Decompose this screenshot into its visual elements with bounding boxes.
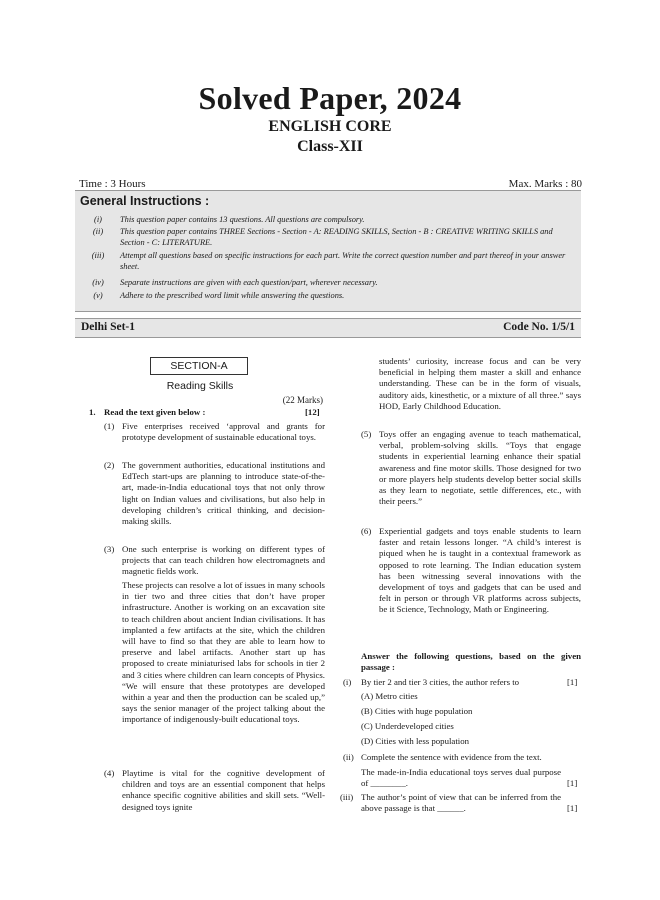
option-b: (B) Cities with huge population [361,706,473,716]
subquestion-number: (iii) [340,792,354,802]
subquestion-marks: [1] [567,778,578,788]
instruction-text: This question paper contains 13 questions. All questions are compulsory. [120,215,365,224]
subquestion-text: Complete the sentence with evidence from the text. [361,752,542,762]
paragraph-number: (3) [104,544,115,554]
option-a: (A) Metro cities [361,691,418,701]
paragraph-number: (5) [361,429,372,439]
instruction-num: (ii) [92,227,104,236]
section-title: Reading Skills [166,380,234,392]
paragraph-text: Five enterprises received ‘approval and grants for prototype development of sustainable educational toys. [122,421,325,443]
paragraph-text: One such enterprise is working on different types of projects that can teach children how electromagnets and magnetic fields work. [122,544,325,577]
paragraph-number: (4) [104,768,115,778]
code-label: Code No. 1/5/1 [503,321,575,333]
general-instructions-box [75,190,581,312]
instruction-text: Attempt all questions based on specific instructions for each part. Write the correct question number and part thereof in your answer sheet. [120,251,566,271]
paragraph-number: (2) [104,460,115,470]
paragraph-text: These projects can resolve a lot of issues in many schools in tier two and three cities that don’t have proper infrastructure. Another is working on an excavation site to teach children about ancient Indian civilisations. It has implanted a few artifacts at the site, which the children will have to find so that they are able to learn how to preserve and label artifacts. Another start up has proposed to create miniaturised labs for schools in tier 2 and 3 cities where children can learn concepts of Physics. “We will ensure that these prototypes are developed within a year and then the production can be scaled up,” says the senior manager of the project talking about the importance of indigenously-built educational toys. [122,580,325,725]
paragraph-text: Toys offer an engaging avenue to teach mathematical, verbal, problem-solving skills. “Toys that engage students in experiential learning enhance their spatial awareness and fine motor skills. Those designed for two or more players help students develop better social skills as they learn to negotiate, settle differences, etc., with their peers.” [379,429,581,507]
subject-title: ENGLISH CORE [268,118,392,135]
instruction-text: Separate instructions are given with each question/part, wherever necessary. [120,278,378,287]
question-intro: Read the text given below : [104,407,206,417]
class-title: Class-XII [297,138,363,155]
subquestion-marks: [1] [567,803,578,813]
paragraph-text: Playtime is vital for the cognitive development of children and toys are an essential component that helps enhance specific cognitive abilities and skill sets. “Well-designed toys ignite [122,768,325,812]
paragraph-text: Experiential gadgets and toys enable students to learn faster and retain lessons longer. “A child’s interest is piqued when he is taught in a contextual framework as opposed to rote learning. The Indian education system has been witnessing several innovations with the development of toys and gadgets that can be used and felt in person or through VR platforms across subjects, be it Science, Technology, Math or Engineering. [379,526,581,615]
subquestion-text: The author’s point of view that can be inferred from the above passage is that ______. [361,792,561,814]
option-d: (D) Cities with less population [361,736,469,746]
subquestion-number: (i) [343,677,352,687]
instruction-text: Adhere to the prescribed word limit while answering the questions. [120,291,345,300]
question-number: 1. [89,407,96,417]
instruction-text: This question paper contains THREE Sections - Section - A: READING SKILLS, Section - B : CREATIVE WRITING SKILLS and Section - C: LITERATURE. [120,227,553,247]
subquestion-text: By tier 2 and tier 3 cities, the author refers to [361,677,520,687]
time-label: Time : 3 Hours [79,178,146,190]
paragraph-number: (6) [361,526,372,536]
subquestion-number: (ii) [343,752,354,762]
subquestion-line: The made-in-India educational toys serves dual purpose of ________. [361,767,561,789]
paragraph-text: The government authorities, educational institutions and EdTech start-ups are planning to introduce state-of-the-art, made-in-India educational toys that not only throw light on Indian values and civilisations, but also help in developing children’s critical thinking, and decision-making skills. [122,460,325,527]
max-marks-label: Max. Marks : 80 [508,178,582,190]
subquestion-marks: [1] [567,677,578,687]
instruction-num: (v) [93,291,103,300]
instruction-num: (iii) [91,251,105,260]
paragraph-number: (1) [104,421,115,431]
section-marks: (22 Marks) [282,395,323,405]
paper-title: Solved Paper, 2024 [198,80,462,116]
set-label: Delhi Set-1 [81,321,135,333]
section-label: SECTION-A [150,357,248,375]
answer-prompt: Answer the following questions, based on the given passage : [361,651,581,673]
instruction-num: (i) [94,215,102,224]
set-code-bar [75,318,581,338]
instruction-num: (iv) [92,278,104,287]
option-c: (C) Underdeveloped cities [361,721,454,731]
general-instructions-heading: General Instructions : [80,194,210,208]
question-marks: [12] [305,407,320,417]
paragraph-text: students’ curiosity, increase focus and can be very beneficial in helping them master a skill and enhance understanding. These can be in the form of visuals, auditory aids, kinesthetic, or a mixture of all three.” says HOD, Early Childhood Education. [379,356,581,411]
